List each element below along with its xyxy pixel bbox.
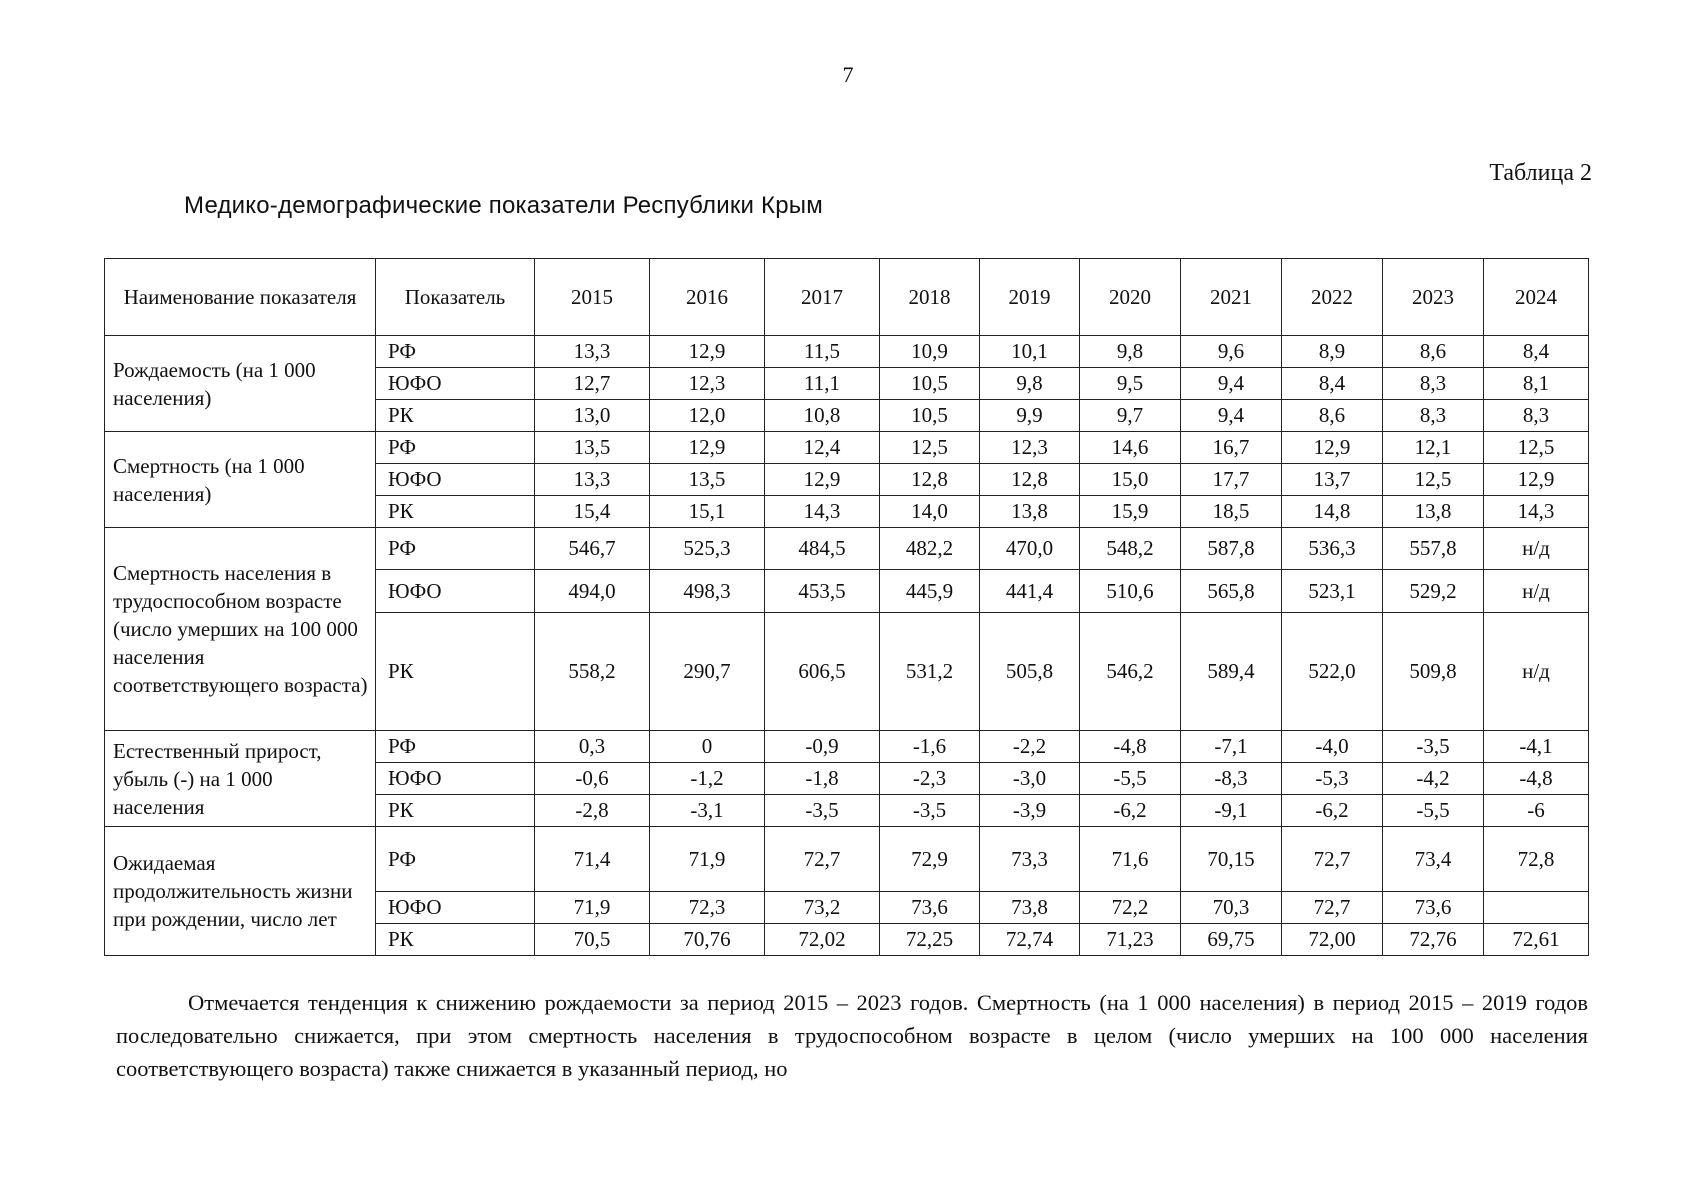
value-cell: -2,2 (980, 731, 1080, 763)
value-cell: -3,9 (980, 795, 1080, 827)
value-cell: 70,5 (535, 924, 650, 956)
value-cell: 9,8 (980, 368, 1080, 400)
value-cell: 73,2 (765, 892, 880, 924)
table-row (105, 731, 1589, 763)
value-cell: 9,7 (1080, 400, 1181, 432)
value-cell: 12,5 (880, 432, 980, 464)
value-cell: 0 (650, 731, 765, 763)
value-cell: 589,4 (1181, 613, 1282, 731)
value-cell: 72,76 (1383, 924, 1484, 956)
region-cell: ЮФО (376, 464, 535, 496)
value-cell: 72,61 (1484, 924, 1589, 956)
value-cell: -1,6 (880, 731, 980, 763)
value-cell: 73,8 (980, 892, 1080, 924)
value-cell: 70,76 (650, 924, 765, 956)
value-cell (1484, 892, 1589, 924)
region-cell: ЮФО (376, 763, 535, 795)
value-cell: 15,0 (1080, 464, 1181, 496)
value-cell: 71,6 (1080, 827, 1181, 892)
value-cell: 536,3 (1282, 528, 1383, 570)
table-row (105, 827, 1589, 892)
value-cell: 12,9 (1484, 464, 1589, 496)
header-year: 2022 (1282, 259, 1383, 336)
value-cell: 290,7 (650, 613, 765, 731)
value-cell: -5,5 (1383, 795, 1484, 827)
table-row (105, 528, 1589, 570)
value-cell: -7,1 (1181, 731, 1282, 763)
value-cell: 13,8 (980, 496, 1080, 528)
value-cell: 12,7 (535, 368, 650, 400)
value-cell: 12,3 (650, 368, 765, 400)
header-year: 2024 (1484, 259, 1589, 336)
value-cell: 72,9 (880, 827, 980, 892)
value-cell: 441,4 (980, 570, 1080, 613)
region-cell: ЮФО (376, 368, 535, 400)
value-cell: 72,2 (1080, 892, 1181, 924)
value-cell: 10,9 (880, 336, 980, 368)
value-cell: 522,0 (1282, 613, 1383, 731)
value-cell: 494,0 (535, 570, 650, 613)
value-cell: 14,3 (1484, 496, 1589, 528)
value-cell: 8,6 (1383, 336, 1484, 368)
value-cell: 12,8 (880, 464, 980, 496)
value-cell: -5,3 (1282, 763, 1383, 795)
region-cell: РФ (376, 827, 535, 892)
header-year: 2017 (765, 259, 880, 336)
value-cell: -8,3 (1181, 763, 1282, 795)
value-cell: -0,9 (765, 731, 880, 763)
value-cell: 72,3 (650, 892, 765, 924)
region-cell: РФ (376, 336, 535, 368)
value-cell: 8,3 (1484, 400, 1589, 432)
value-cell: 14,3 (765, 496, 880, 528)
value-cell: 73,3 (980, 827, 1080, 892)
value-cell: н/д (1484, 570, 1589, 613)
value-cell: 15,1 (650, 496, 765, 528)
value-cell: 72,25 (880, 924, 980, 956)
header-name: Наименование показателя (105, 259, 376, 336)
value-cell: -2,3 (880, 763, 980, 795)
value-cell: -3,5 (880, 795, 980, 827)
value-cell: -5,5 (1080, 763, 1181, 795)
value-cell: -6,2 (1282, 795, 1383, 827)
value-cell: -9,1 (1181, 795, 1282, 827)
value-cell: 69,75 (1181, 924, 1282, 956)
value-cell: 557,8 (1383, 528, 1484, 570)
value-cell: 525,3 (650, 528, 765, 570)
value-cell: н/д (1484, 528, 1589, 570)
value-cell: -6,2 (1080, 795, 1181, 827)
value-cell: 587,8 (1181, 528, 1282, 570)
value-cell: 72,7 (1282, 892, 1383, 924)
value-cell: 510,6 (1080, 570, 1181, 613)
value-cell: 8,6 (1282, 400, 1383, 432)
value-cell: 72,02 (765, 924, 880, 956)
region-cell: РК (376, 795, 535, 827)
value-cell: 15,9 (1080, 496, 1181, 528)
value-cell: 13,0 (535, 400, 650, 432)
value-cell: 546,7 (535, 528, 650, 570)
value-cell: 11,5 (765, 336, 880, 368)
value-cell: 13,8 (1383, 496, 1484, 528)
value-cell: 484,5 (765, 528, 880, 570)
page-number: 7 (842, 62, 854, 87)
header-year: 2018 (880, 259, 980, 336)
value-cell: 13,3 (535, 464, 650, 496)
indicator-name: Ожидаемая продолжительность жизни при рождении, число лет (105, 827, 376, 956)
value-cell: 12,9 (650, 336, 765, 368)
value-cell: -4,0 (1282, 731, 1383, 763)
region-cell: РК (376, 496, 535, 528)
value-cell: 72,7 (765, 827, 880, 892)
value-cell: 445,9 (880, 570, 980, 613)
value-cell: 72,74 (980, 924, 1080, 956)
value-cell: 72,7 (1282, 827, 1383, 892)
value-cell: 8,4 (1484, 336, 1589, 368)
region-cell: РК (376, 613, 535, 731)
value-cell: 70,15 (1181, 827, 1282, 892)
value-cell: 453,5 (765, 570, 880, 613)
value-cell: 73,4 (1383, 827, 1484, 892)
value-cell: -3,5 (1383, 731, 1484, 763)
region-cell: РК (376, 400, 535, 432)
value-cell: 505,8 (980, 613, 1080, 731)
value-cell: 12,1 (1383, 432, 1484, 464)
value-cell: 529,2 (1383, 570, 1484, 613)
value-cell: 8,4 (1282, 368, 1383, 400)
value-cell: -6 (1484, 795, 1589, 827)
region-cell: РФ (376, 432, 535, 464)
region-cell: ЮФО (376, 892, 535, 924)
value-cell: 14,8 (1282, 496, 1383, 528)
value-cell: 12,5 (1484, 432, 1589, 464)
value-cell: 8,3 (1383, 368, 1484, 400)
value-cell: 548,2 (1080, 528, 1181, 570)
value-cell: -3,5 (765, 795, 880, 827)
value-cell: 523,1 (1282, 570, 1383, 613)
value-cell: 606,5 (765, 613, 880, 731)
value-cell: 17,7 (1181, 464, 1282, 496)
header-year: 2020 (1080, 259, 1181, 336)
value-cell: 482,2 (880, 528, 980, 570)
value-cell: 70,3 (1181, 892, 1282, 924)
header-year: 2019 (980, 259, 1080, 336)
value-cell: 8,9 (1282, 336, 1383, 368)
value-cell: 8,1 (1484, 368, 1589, 400)
table-label: Таблица 2 (1489, 160, 1592, 186)
value-cell: -3,0 (980, 763, 1080, 795)
region-cell: РФ (376, 731, 535, 763)
value-cell: 73,6 (1383, 892, 1484, 924)
value-cell: 12,9 (1282, 432, 1383, 464)
header-year: 2023 (1383, 259, 1484, 336)
value-cell: -2,8 (535, 795, 650, 827)
header-year: 2016 (650, 259, 765, 336)
value-cell: 509,8 (1383, 613, 1484, 731)
value-cell: 8,3 (1383, 400, 1484, 432)
value-cell: 14,6 (1080, 432, 1181, 464)
value-cell: 12,9 (765, 464, 880, 496)
value-cell: 10,5 (880, 368, 980, 400)
header-year: 2015 (535, 259, 650, 336)
value-cell: 12,3 (980, 432, 1080, 464)
value-cell: 9,9 (980, 400, 1080, 432)
value-cell: 565,8 (1181, 570, 1282, 613)
value-cell: 71,9 (535, 892, 650, 924)
value-cell: 498,3 (650, 570, 765, 613)
value-cell: -3,1 (650, 795, 765, 827)
value-cell: 13,5 (650, 464, 765, 496)
table-title: Медико-демографические показатели Республики Крым (184, 192, 823, 219)
value-cell: 71,9 (650, 827, 765, 892)
value-cell: -1,2 (650, 763, 765, 795)
indicator-name: Смертность (на 1 000 населения) (105, 432, 376, 528)
value-cell: 558,2 (535, 613, 650, 731)
value-cell: 16,7 (1181, 432, 1282, 464)
region-cell: ЮФО (376, 570, 535, 613)
header-indicator: Показатель (376, 259, 535, 336)
indicator-name: Смертность населения в трудоспособном возрасте (число умерших на 100 000 населения соответствующего возраста) (105, 528, 376, 731)
value-cell: -4,8 (1080, 731, 1181, 763)
value-cell: 470,0 (980, 528, 1080, 570)
value-cell: 9,8 (1080, 336, 1181, 368)
table-row (105, 432, 1589, 464)
value-cell: 14,0 (880, 496, 980, 528)
value-cell: 0,3 (535, 731, 650, 763)
value-cell: 15,4 (535, 496, 650, 528)
value-cell: 18,5 (1181, 496, 1282, 528)
value-cell: 13,5 (535, 432, 650, 464)
demographic-table (104, 258, 1589, 956)
indicator-name: Рождаемость (на 1 000 населения) (105, 336, 376, 432)
value-cell: 11,1 (765, 368, 880, 400)
body-paragraph: Отмечается тенденция к снижению рождаемости за период 2015 – 2023 годов. Смертность (на 1 000 населения) в период 2015 – 2019 годов последовательно снижается, при этом смертность населения в трудоспособном возрасте в целом (число умерших на 100 000 населения соответствующего возраста) также снижается в указанный период, но (116, 990, 1588, 1081)
value-cell: н/д (1484, 613, 1589, 731)
header-year: 2021 (1181, 259, 1282, 336)
value-cell: 531,2 (880, 613, 980, 731)
value-cell: 12,8 (980, 464, 1080, 496)
value-cell: 12,5 (1383, 464, 1484, 496)
header-row (105, 259, 1589, 336)
value-cell: -1,8 (765, 763, 880, 795)
value-cell: 9,5 (1080, 368, 1181, 400)
value-cell: 12,9 (650, 432, 765, 464)
value-cell: 12,0 (650, 400, 765, 432)
value-cell: -4,1 (1484, 731, 1589, 763)
region-cell: РФ (376, 528, 535, 570)
value-cell: 9,4 (1181, 400, 1282, 432)
value-cell: 71,4 (535, 827, 650, 892)
value-cell: 13,3 (535, 336, 650, 368)
value-cell: 10,5 (880, 400, 980, 432)
value-cell: 73,6 (880, 892, 980, 924)
table-body (105, 336, 1589, 956)
region-cell: РК (376, 924, 535, 956)
value-cell: 72,00 (1282, 924, 1383, 956)
value-cell: 10,1 (980, 336, 1080, 368)
value-cell: -0,6 (535, 763, 650, 795)
indicator-name: Естественный прирост, убыль (-) на 1 000 населения (105, 731, 376, 827)
value-cell: 9,6 (1181, 336, 1282, 368)
table-row (105, 336, 1589, 368)
value-cell: 13,7 (1282, 464, 1383, 496)
value-cell: 12,4 (765, 432, 880, 464)
value-cell: 546,2 (1080, 613, 1181, 731)
value-cell: -4,2 (1383, 763, 1484, 795)
value-cell: 9,4 (1181, 368, 1282, 400)
value-cell: -4,8 (1484, 763, 1589, 795)
value-cell: 10,8 (765, 400, 880, 432)
value-cell: 72,8 (1484, 827, 1589, 892)
value-cell: 71,23 (1080, 924, 1181, 956)
